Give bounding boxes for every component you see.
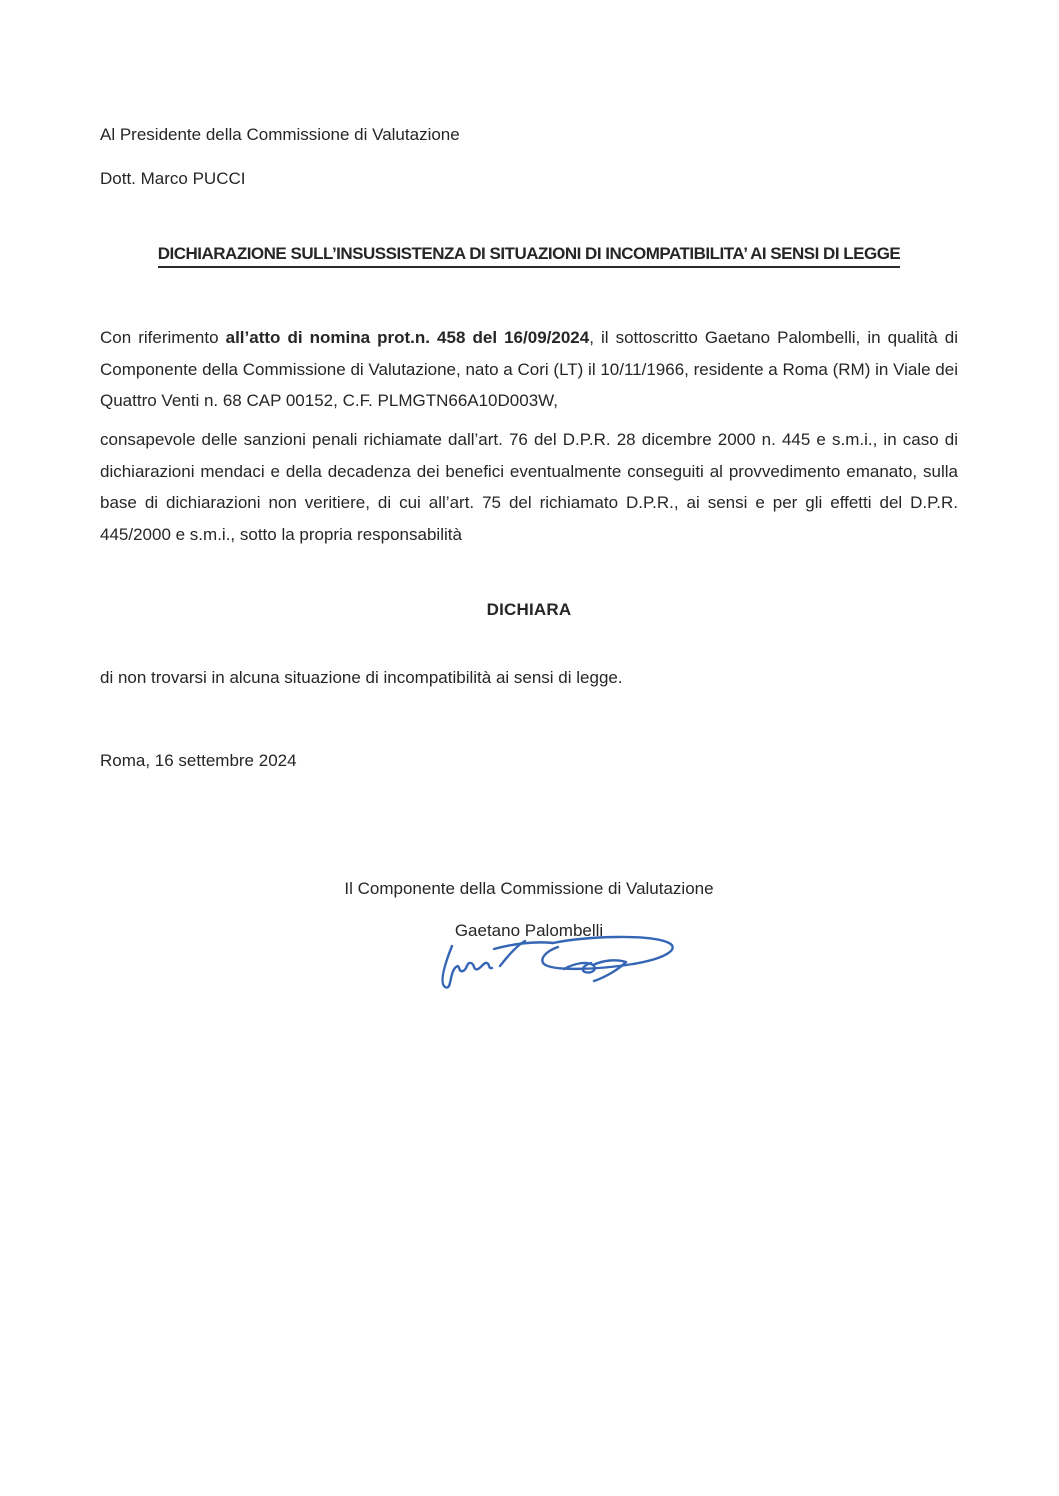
signature-stroke-tbar [494,942,553,949]
signature-stroke-flourish [564,960,626,981]
dateline: Roma, 16 settembre 2024 [100,751,297,770]
declaration-heading: DICHIARA [486,600,572,619]
paragraph-reference [100,322,958,417]
recipient-line-2: Dott. Marco PUCCI [100,169,246,188]
paragraph-reference-prefix: Con riferimento [100,328,226,347]
signature-role: Il Componente della Commissione di Valutazione [344,879,714,898]
document-content [100,0,958,1496]
recipient-line-1: Al Presidente della Commissione di Valutazione [100,125,460,144]
handwritten-signature-icon [436,934,681,998]
paragraph-legal-warning: consapevole delle sanzioni penali richiamate dall’art. 76 del D.P.R. 28 dicembre 2000 n. 445 e s.m.i., in caso di dichiarazioni mendaci e della decadenza dei benefici eventualmente conseguiti al provvedimento emanato, sulla base di dichiarazioni non veritiere, di cui all’art. 75 del richiamato D.P.R., ai sensi e per gli effetti del D.P.R. 445/2000 e s.m.i., sotto la propria responsabilità [100,430,958,544]
signature-stroke-initial [443,946,492,988]
paragraph-reference-bold: all’atto di nomina prot.n. 458 del 16/09/2024 [225,328,590,347]
signature-name: Gaetano Palombelli [454,921,604,940]
document-title [100,243,958,265]
declaration-body: di non trovarsi in alcuna situazione di incompatibilità ai sensi di legge. [100,668,623,687]
document-title-text: DICHIARAZIONE SULL’INSUSSISTENZA DI SITUAZIONI DI INCOMPATIBILITA’ AI SENSI DI LEGGE [158,244,901,268]
signature-stroke-loop [542,937,672,969]
paragraph-reference-suffix: , il sottoscritto Gaetano Palombelli, in qualità di Componente della Commissione di Valutazione, nato a Cori (LT) il 10/11/1966, residente a Roma (RM) in Viale dei Quattro Venti n. 68 CAP 00152, C.F. PLMGTN66A10D003W, [100,328,958,411]
